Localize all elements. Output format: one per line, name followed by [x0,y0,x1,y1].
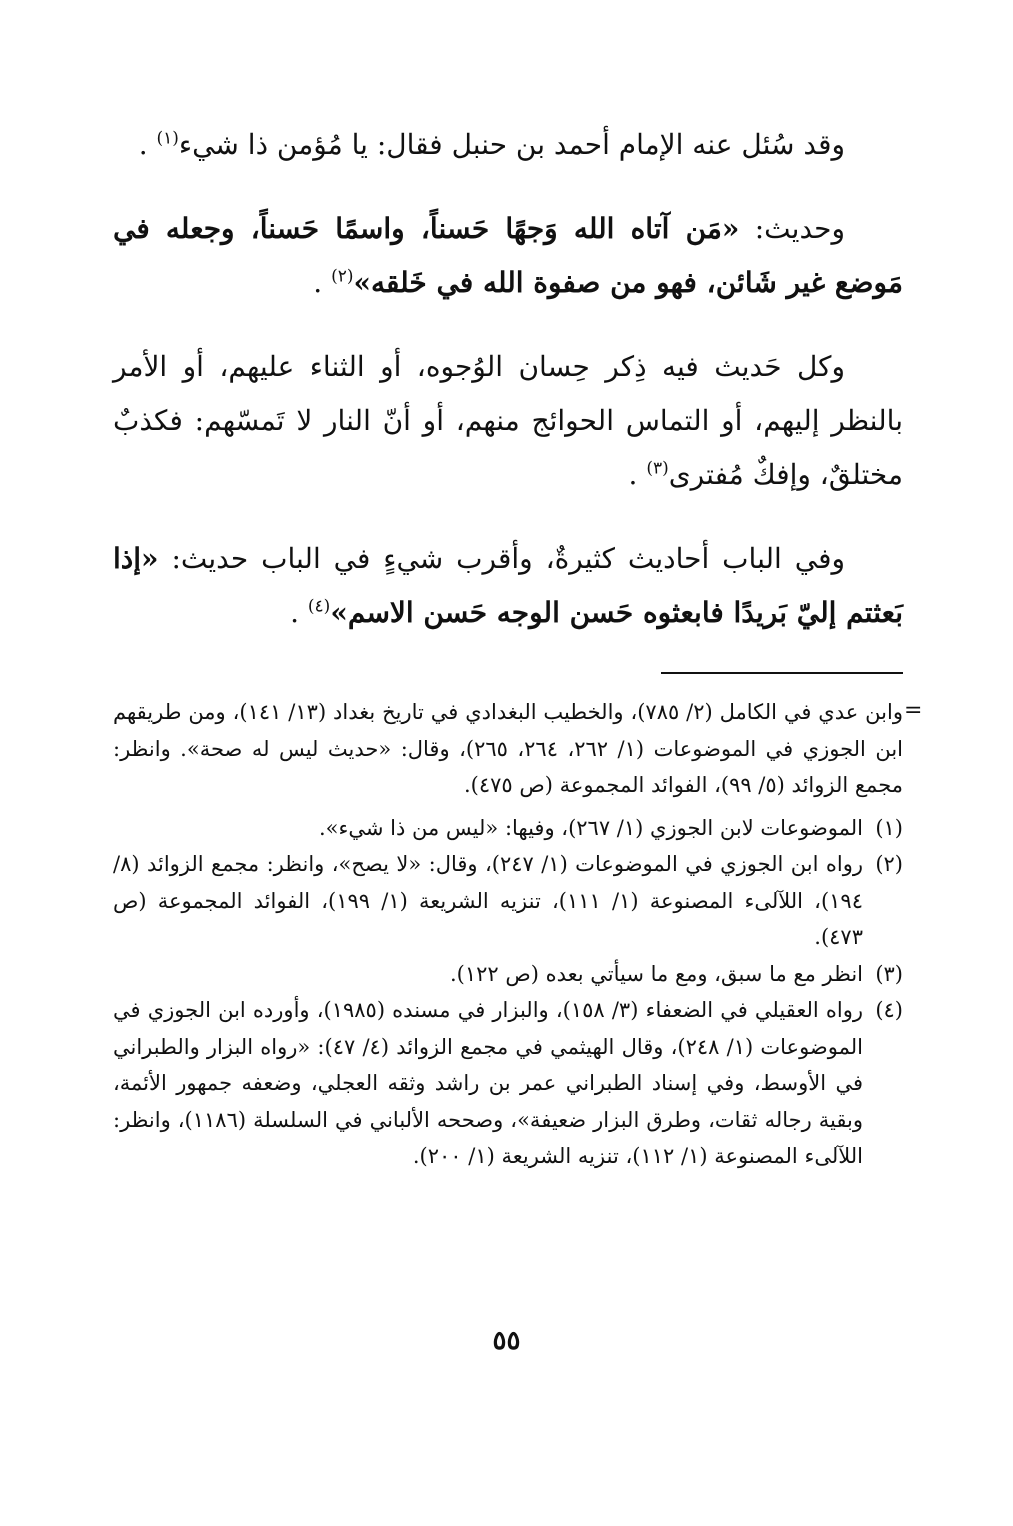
footnote-1 [113,810,903,847]
footnote-4 [113,992,903,1175]
paragraph-1 [113,118,903,172]
footnote-ref-1: (١) [156,128,179,149]
footnote-ref-2: (٢) [331,266,354,287]
footnote-text: رواه العقيلي في الضعفاء (٣/ ١٥٨)، والبزار في مسنده (١٩٨٥)، وأورده ابن الجوزي في الموضوعات (١/ ٢٤٨)، وقال الهيثمي في مجمع الزوائد (٤/ ٤٧): «رواه البزار والطبراني في الأوسط، وفي إسناد الطبراني عمر بن راشد وثقه العجلي، وضعفه جمهور الأئمة، وبقية رجاله ثقات، وطرق البزار ضعيفة»، وصححه الألباني في السلسلة (١١٨٦)، وانظر: اللآلىء المصنوعة (١/ ١١٢)، تنزيه الشريعة (١/ ٢٠٠). [113,998,863,1168]
footnote-3 [113,956,903,993]
footnote-continuation: وابن عدي في الكامل (٢/ ٧٨٥)، والخطيب البغدادي في تاريخ بغداد (١٣/ ١٤١)، ومن طريقهم ابن الجوزي في الموضوعات (١/ ٢٦٢، ٢٦٤، ٢٦٥)، وقال: «حديث ليس له صحة». وانظر: مجمع الزوائد (٥/ ٩٩)، الفوائد المجموعة (ص ٤٧٥). [113,700,904,797]
paragraph-4-lead: وفي الباب أحاديث كثيرةٌ، وأقرب شيءٍ في الباب حديث: [158,542,845,575]
footnote-number: (١) [875,815,903,840]
paragraph-2-end: . [313,266,332,299]
footnote-number: (٢) [875,852,903,876]
footnote-ref-4: (٤) [307,596,331,617]
footnotes [113,694,903,1175]
main-text [113,118,903,666]
paragraph-2-lead: وحديث: [739,212,845,245]
hadith-quote-1: «مَن آتاه الله وَجهًا حَسناً، واسمًا حَسناً، وجعله في مَوضع غير شَائن، فهو من صفوة الله في خَلقه» [113,212,903,299]
paragraph-3-text: وكل حَديث فيه ذِكر حِسان الوُجوه، أو الثناء عليهم، أو الأمر بالنظر إليهم، أو التماس الحوائج منهم، أو أنّ النار لا تَمسّهم: فكذبٌ مختلقٌ، وإفكٌ مُفترى [113,350,903,491]
footnote-text: انظر مع ما سبق، ومع ما سيأتي بعده (ص ١٢٢). [449,961,863,986]
paragraph-1-text: وقد سُئل عنه الإمام أحمد بن حنبل فقال: يا مُؤمن ذا شيء [178,128,845,161]
paragraph-1-end: . [138,128,157,161]
footnote-divider [661,672,903,674]
hadith-quote-2: «إذا بَعثتم إليّ بَريدًا فابعثوه حَسن الوجه حَسن الاسم» [113,542,903,629]
footnote-number: (٣) [875,961,903,986]
page-number: ٥٥ [492,1326,521,1356]
paragraph-3-end: . [628,458,647,491]
paragraph-3 [113,340,903,502]
paragraph-4-end: . [290,596,308,629]
footnote-text: الموضوعات لابن الجوزي (١/ ٢٦٧)، وفيها: «ليس من ذا شيء». [318,815,863,840]
paragraph-4 [113,532,903,640]
footnote-2 [113,846,903,956]
footnote-text: رواه ابن الجوزي في الموضوعات (١/ ٢٤٧)، وقال: «لا يصح»، وانظر: مجمع الزوائد (٨/ ١٩٤)، اللآلىء المصنوعة (١/ ١١١)، تنزيه الشريعة (١/ ١٩٩)، الفوائد المجموعة (ص ٤٧٣). [113,852,863,949]
footnote-ref-3: (٣) [646,458,669,479]
footnote-continuation-mark: = [904,698,923,723]
paragraph-2 [113,202,903,310]
footnote-number: (٤) [875,998,903,1022]
